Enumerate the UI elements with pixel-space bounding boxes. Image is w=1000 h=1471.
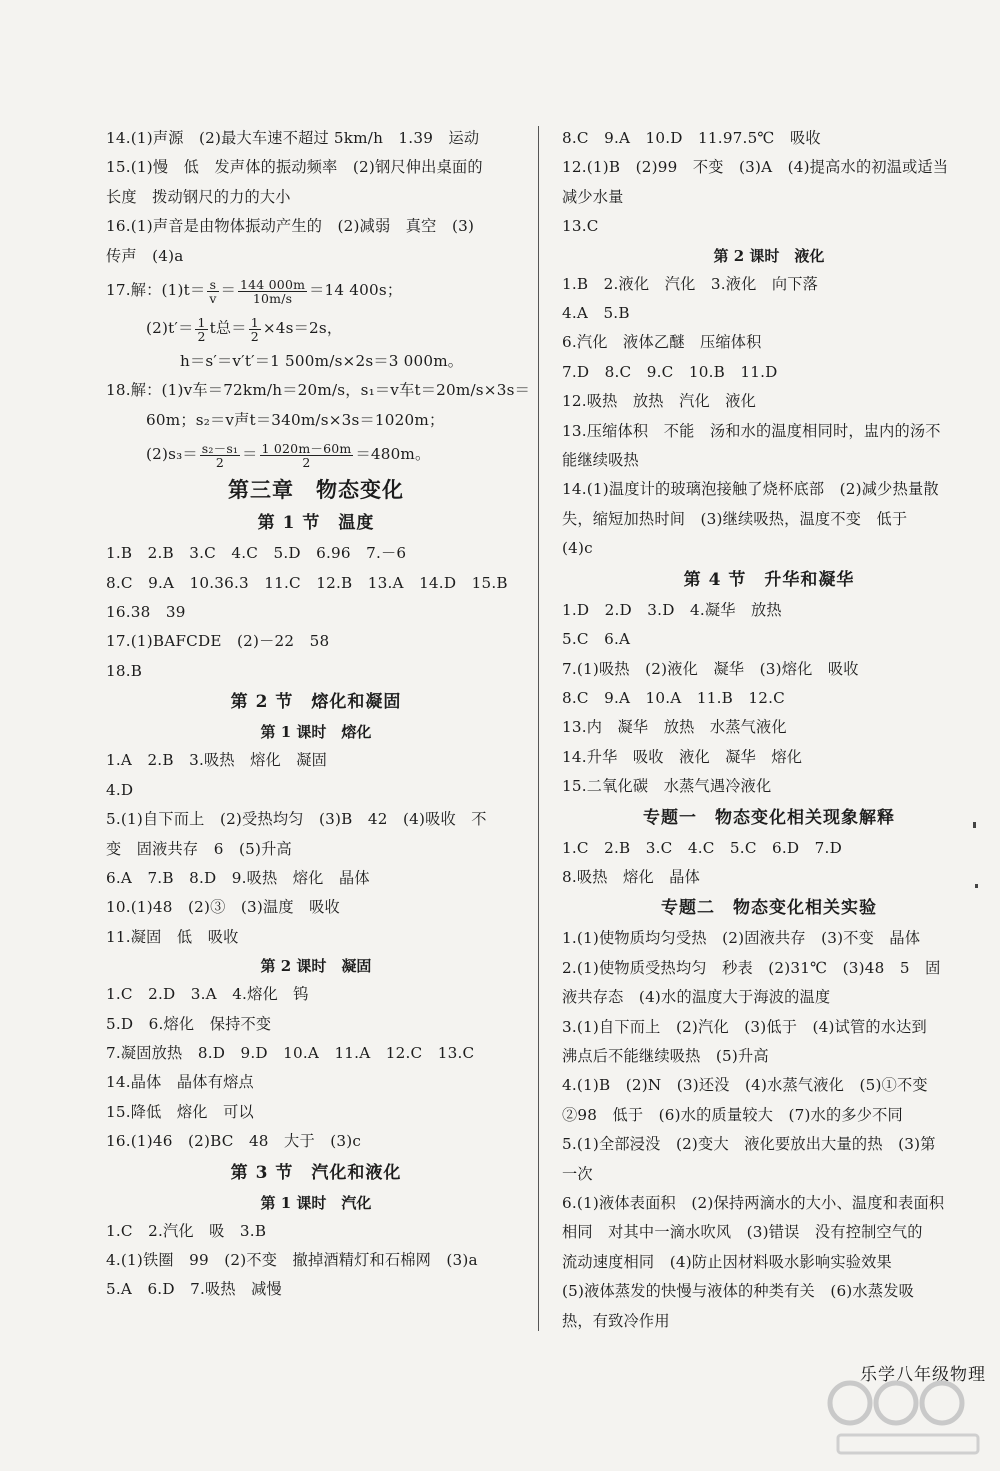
scan-speck (975, 884, 978, 888)
answer-line: 传声 (4)a (106, 246, 184, 265)
answer-line: 1.B 2.B 3.C 4.C 5.D 6.96 7.－6 (106, 544, 407, 563)
fraction-numerator: 1 (197, 314, 206, 330)
answer-line: 7.凝固放热 8.D 9.D 10.A 11.A 12.C 13.C (106, 1043, 475, 1062)
formula-text: t总＝ (209, 319, 247, 338)
answer-line: 失，缩短加热时间 (3)继续吸热，温度不变 低于 (562, 509, 908, 528)
answer-line: 5.(1)自下而上 (2)受热均匀 (3)B 42 (4)吸收 不 (106, 810, 487, 829)
answer-line: 相同 对其中一滴水吹风 (3)错误 没有控制空气的 (562, 1223, 923, 1242)
answer-line: 15.二氧化碳 水蒸气遇冷液化 (562, 777, 772, 796)
answer-line: 13.C (562, 217, 599, 236)
answer-line: 18.B (106, 661, 143, 680)
formula-text: (2)s₃＝ (146, 445, 198, 464)
formula-line (106, 309, 526, 347)
right-column (562, 124, 976, 1336)
formula-text: ＝ (220, 281, 236, 300)
footer-book-title: 乐学八年级物理 (860, 1365, 986, 1385)
answer-line: 6.汽化 液体乙醚 压缩体积 (562, 333, 762, 352)
answer-line: 1.B 2.液化 汽化 3.液化 向下落 (562, 274, 819, 293)
fraction-numerator: 144 000m (240, 276, 306, 292)
topic-heading: 专题二 物态变化相关实验 (661, 898, 877, 919)
answer-line: 12.吸热 放热 汽化 液化 (562, 392, 757, 411)
fraction (260, 442, 354, 469)
lesson-heading: 第 2 课时 液化 (713, 246, 825, 265)
answer-line: 16.(1)声音是由物体振动产生的 (2)减弱 真空 (3) (106, 217, 475, 236)
answer-line: h＝s′＝v′t′＝1 500m/s×2s＝3 000m。 (180, 352, 464, 371)
formula-text: ＝480m。 (355, 445, 431, 464)
scan-speck (973, 822, 976, 828)
answer-line: 4.D (106, 780, 134, 799)
answer-line: 5.D 6.熔化 保持不变 (106, 1014, 272, 1033)
fraction-denominator: v (209, 290, 217, 306)
section-heading: 第 3 节 汽化和液化 (230, 1162, 402, 1183)
answer-line: ②98 低于 (6)水的质量较大 (7)水的多少不同 (562, 1105, 903, 1124)
answer-line: 4.A 5.B (562, 304, 630, 323)
answer-line: 14.晶体 晶体有熔点 (106, 1073, 254, 1092)
answer-line: 15.降低 熔化 可以 (106, 1102, 254, 1121)
fraction (200, 442, 240, 469)
column-divider (538, 126, 539, 1331)
answer-line: 长度 拨动钢尺的力的大小 (106, 187, 291, 206)
formula-text: ＝14 400s； (309, 281, 403, 300)
answer-line: 14.(1)温度计的玻璃泡接触了烧杯底部 (2)减少热量散 (562, 480, 939, 499)
answer-line: 7.D 8.C 9.C 10.B 11.D (562, 362, 778, 381)
left-column (106, 124, 530, 1305)
answer-line: 6.A 7.B 8.D 9.吸热 熔化 晶体 (106, 868, 370, 887)
answer-line: 3.(1)自下而上 (2)汽化 (3)低于 (4)试管的水达到 (562, 1017, 927, 1036)
answer-line: 60m；s₂＝v声t＝340m/s×3s＝1020m； (146, 410, 445, 429)
fraction-numerator: s (207, 278, 218, 292)
answer-line: 4.(1)B (2)N (3)还没 (4)水蒸气液化 (5)①不变 (562, 1076, 928, 1095)
answer-line: 1.C 2.B 3.C 4.C 5.C 6.D 7.D (562, 838, 842, 857)
formula-line (106, 435, 526, 473)
section-heading: 第 2 节 熔化和凝固 (230, 692, 402, 713)
answer-line: 一次 (562, 1164, 593, 1183)
chapter-heading: 第三章 物态变化 (228, 477, 404, 503)
fraction-numerator: 1 (250, 314, 259, 330)
answer-line: 15.(1)慢 低 发声体的振动频率 (2)钢尺伸出桌面的 (106, 158, 483, 177)
answer-line: 能继续吸热 (562, 451, 639, 470)
watermark-logo-icon (818, 1363, 988, 1463)
answer-line: 16.38 39 (106, 603, 186, 622)
answer-line: 14.(1)声源 (2)最大车速不超过 5km/h 1.39 运动 (106, 129, 480, 147)
answer-line: 16.(1)46 (2)BC 48 大于 (3)c (106, 1132, 362, 1151)
fraction-denominator: 2 (197, 328, 206, 344)
answer-line: 8.吸热 熔化 晶体 (562, 867, 700, 886)
answer-line: 13.压缩体积 不能 汤和水的温度相同时，盅内的汤不 (562, 421, 941, 440)
answer-line: 12.(1)B (2)99 不变 (3)A (4)提高水的初温或适当 (562, 158, 949, 177)
formula-text: ×4s＝2s， (262, 319, 343, 338)
answer-line: 5.C 6.A (562, 630, 631, 649)
answer-line: 7.(1)吸热 (2)液化 凝华 (3)熔化 吸收 (562, 659, 859, 678)
answer-line: 2.(1)使物质受热均匀 秒表 (2)31℃ (3)48 5 固 (562, 958, 941, 977)
answer-line: 6.(1)液体表面积 (2)保持两滴水的大小、温度和表面积 (562, 1194, 945, 1212)
fraction (249, 316, 261, 343)
answer-line: 8.C 9.A 10.A 11.B 12.C (562, 688, 785, 707)
answer-line: 13.内 凝华 放热 水蒸气液化 (562, 718, 787, 737)
answer-line: 8.C 9.A 10.36.3 11.C 12.B 13.A 14.D 15.B (106, 573, 508, 592)
formula-text: ＝ (242, 445, 258, 464)
answer-line: 18.解：(1)v车＝72km/h＝20m/s，s₁＝v车t＝20m/s×3s＝ (106, 381, 530, 400)
answer-line: 8.C 9.A 10.D 11.97.5℃ 吸收 (562, 129, 821, 147)
answer-line: 减少水量 (562, 187, 624, 206)
topic-heading: 专题一 物态变化相关现象解释 (643, 807, 895, 828)
answer-line: 1.(1)使物质均匀受热 (2)固液共存 (3)不变 晶体 (562, 929, 921, 948)
formula-text: (2)t′＝ (146, 319, 194, 338)
fraction-numerator: 1 020m－60m (261, 440, 352, 456)
formula-text: 17.解：(1)t＝ (106, 281, 206, 300)
answer-line: (4)c (562, 539, 593, 558)
fraction-denominator: 2 (302, 454, 311, 470)
lesson-heading: 第 1 课时 熔化 (260, 723, 372, 742)
answer-line: 1.C 2.D 3.A 4.熔化 钨 (106, 985, 309, 1004)
answer-line: 10.(1)48 (2)③ (3)温度 吸收 (106, 898, 340, 917)
answer-line: 11.凝固 低 吸收 (106, 927, 239, 946)
answer-line: 液共存态 (4)水的温度大于海波的温度 (562, 988, 831, 1007)
answer-line: (5)液体蒸发的快慢与液体的种类有关 (6)水蒸发吸 (562, 1282, 914, 1301)
answer-line: 14.升华 吸收 液化 凝华 熔化 (562, 747, 803, 766)
answer-line: 5.A 6.D 7.吸热 减慢 (106, 1280, 282, 1299)
answer-line: 流动速度相同 (4)防止因材料吸水影响实验效果 (562, 1252, 892, 1271)
section-heading: 第 1 节 温度 (257, 513, 375, 534)
answer-line: 热，有致冷作用 (562, 1311, 670, 1330)
fraction-numerator: s₂－s₁ (201, 440, 239, 456)
section-heading: 第 4 节 升华和凝华 (683, 569, 855, 590)
lesson-heading: 第 2 课时 凝固 (260, 957, 372, 976)
answer-line: 5.(1)全部浸没 (2)变大 液化要放出大量的热 (3)第 (562, 1135, 936, 1154)
answer-line: 变 固液共存 6 (5)升高 (106, 839, 292, 858)
answer-line: 沸点后不能继续吸热 (5)升高 (562, 1046, 769, 1065)
answer-line: 1.C 2.汽化 吸 3.B (106, 1221, 267, 1240)
formula-line (106, 271, 526, 309)
lesson-heading: 第 1 课时 汽化 (260, 1193, 372, 1212)
fraction (195, 316, 207, 343)
fraction (207, 278, 218, 305)
answer-line: 4.(1)铁圈 99 (2)不变 撤掉酒精灯和石棉网 (3)a (106, 1250, 478, 1269)
answer-line: 17.(1)BAFCDE (2)－22 58 (106, 632, 330, 651)
fraction (238, 278, 307, 305)
fraction-denominator: 2 (250, 328, 259, 344)
fraction-denominator: 10m/s (252, 290, 293, 306)
answer-line: 1.A 2.B 3.吸热 熔化 凝固 (106, 751, 328, 770)
answer-line: 1.D 2.D 3.D 4.凝华 放热 (562, 600, 782, 619)
fraction-denominator: 2 (215, 454, 225, 470)
